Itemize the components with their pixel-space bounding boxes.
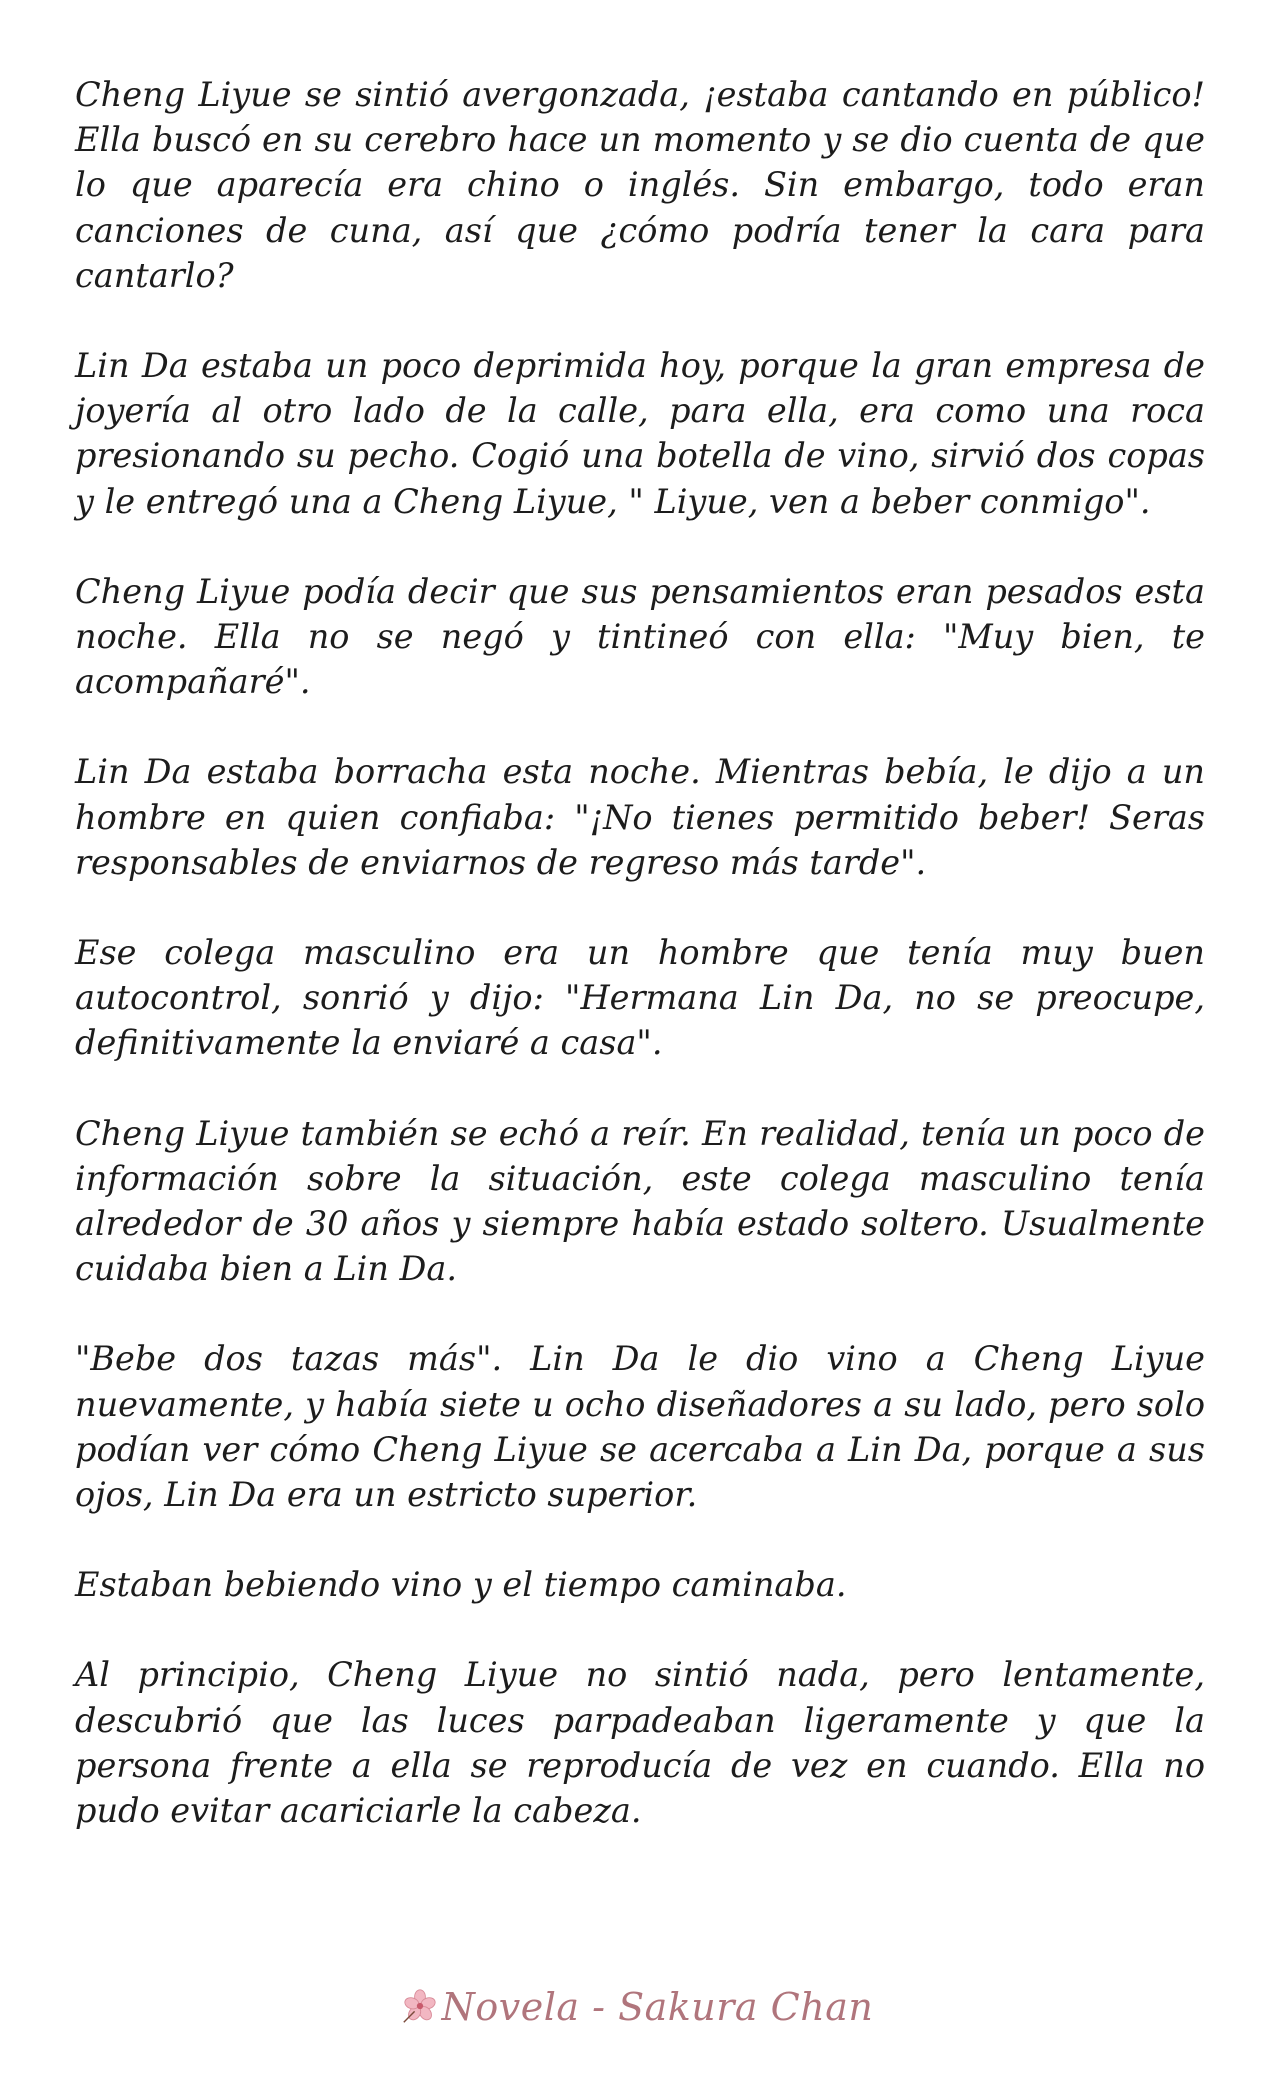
paragraph-5: Ese colega masculino era un hombre que tenía muy buen autocontrol, sonrió y dijo: "Hermana Lin Da, no se preocupe, definitivamente la enviaré a casa".: [75, 933, 1205, 1063]
document-body: [75, 72, 1205, 1878]
paragraph-4: Lin Da estaba borracha esta noche. Mientras bebía, le dijo a un hombre en quien confiaba: "¡No tienes permitido beber! Seras responsables de enviarnos de regreso más tarde".: [75, 752, 1205, 882]
paragraph-1: Cheng Liyue se sintió avergonzada, ¡estaba cantando en público! Ella buscó en su cerebro hace un momento y se dio cuenta de que lo que aparecía era chino o inglés. Sin embargo, todo eran canciones de cuna, así que ¿cómo podría tener la cara para cantarlo?: [75, 75, 1205, 295]
paragraph-7: "Bebe dos tazas más". Lin Da le dio vino a Cheng Liyue nuevamente, y había siete u ocho diseñadores a su lado, pero solo podían ver cómo Cheng Liyue se acercaba a Lin Da, porque a sus ojos, Lin Da era un estricto superior.: [75, 1339, 1205, 1515]
paragraph-9: Al principio, Cheng Liyue no sintió nada, pero lentamente, descubrió que las luces parpadeaban ligeramente y que la persona frente a ella se reproducía de vez en cuando. Ella no pudo evitar acariciarle la cabeza.: [75, 1655, 1205, 1831]
sakura-flower-icon: [402, 1988, 438, 2024]
paragraph-8: Estaban bebiendo vino y el tiempo caminaba.: [75, 1565, 847, 1605]
paragraph-2: Lin Da estaba un poco deprimida hoy, porque la gran empresa de joyería al otro lado de la calle, para ella, era como una roca presionando su pecho. Cogió una botella de vino, sirvió dos copas y le entregó una a Cheng Liyue, " Liyue, ven a beber conmigo".: [75, 346, 1205, 521]
paragraph-3: Cheng Liyue podía decir que sus pensamientos eran pesados esta noche. Ella no se negó y tintineó con ella: "Muy bien, te acompañaré".: [75, 571, 1205, 702]
paragraph-6: Cheng Liyue también se echó a reír. En realidad, tenía un poco de información sobre la situación, este colega masculino tenía alrededor de 30 años y siempre había estado soltero. Usualmente cuidaba bien a Lin Da.: [75, 1113, 1205, 1289]
watermark-text: Novela - Sakura Chan: [441, 1985, 874, 2029]
footer-watermark: [0, 1985, 1275, 2029]
